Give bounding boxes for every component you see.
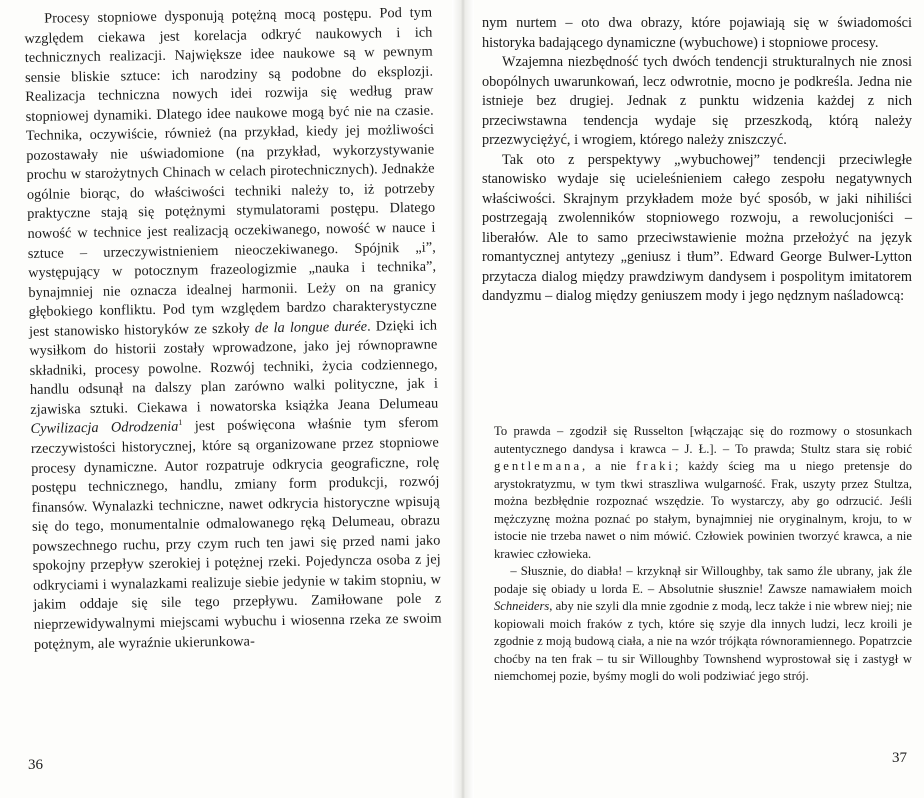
- left-paragraph: Procesy stopniowe dysponują potężną mocą postępu. Pod tym względem ciekawa jest korelacja odkryć naukowych i ich technicznych realizacji. Największe idee naukowe są w pewnym sensie bliskie sztuce: ich narodziny są podobne do eksplozji. Realizacja techniczna nowych idei rozwija się według praw stopniowej dynamiki. Dlatego idee naukowe mogą być nie na czasie. Technika, oczywiście, również (na przykład, kiedy jej możliwości pozostawały nie uświadomione (na przykład, wykorzystywanie prochu w starożytnych Chinach w celach pirotechnicznych). Jednakże ogólnie biorąc, do właściwości techniki należy to, iż potrzeby praktyczne stają się potężnymi stymulatorami postępu. Dlatego nowość w technice jest realizacją oczekiwanego, nowość w nauce i sztuce – urzeczywistnieniem nieoczekiwanego. Spójnik „i”, występujący w potocznym frazeologizmie „nauka i technika”, bynajmniej nie oznacza idealnej harmonii. Leży on na granicy głębokiego konfliktu. Pod tym względem bardzo charakterystyczne jest stanowisko historyków ze szkoły de la longue durée. Dzięki ich wysiłkom do historii zostały wprowadzone, jako jej równoprawne składniki, procesy powolne. Rozwój techniki, życia codziennego, handlu odsunął na dalszy plan zarówno walki polityczne, jak i zjawiska sztuki. Ciekawa i nowatorska książka Jeana Delumeau Cywilizacja Odrodzenia$^1$ jest poświęcona właśnie tym sferom rzeczywistości historycznej, które są organizowane przez stopniowe procesy dynamiczne. Autor rozpatruje odkrycia geograficzne, rolę postępu technicznego, handlu, zmiany form produkcji, rozwój finansów. Wynalazki techniczne, nawet odkrycia historyczne wpisują się do tego, monumentalnie odmalowanego ręką Delumeau, obrazu powszechnego ruchu, przy czym ruch ten jawi się przed nami jako spokojny przepływ szerokiej i potężnej rzeki. Pojedyncza osoba z jej odkryciami i wynalazkami realizuje siebie jedynie w takim stopniu, w jakim oddaje się sile tego przepływu. Zamiłowane pole z nieprzewidywalnymi miejscami wybuchu i wiosenna rzeka ze swoim potężnym, ale wyraźnie ukierunkowa-: [24, 4, 442, 653]
- spaced-word: gentlemana: [494, 459, 583, 473]
- right-paragraph-continued: nym nurtem – oto dwa obrazy, które pojawiają się w świadomości historyka badającego dynamiczne (wybuchowe) i stopniowe procesy.: [482, 15, 912, 51]
- quote-paragraph: To prawda – zgodził się Russelton [włączając się do rozmowy o stosunkach autentycznego dandysa i krawca – J. Ł.]. – To prawda; Stultz stara się robić gentlemana, a nie fraki; każdy ścieg ma u niego pretensje do arystokratyzmu, w tym tkwi straszliwa wulgarność. Frak, uszyty przez Stultza, można bezbłędnie rozpoznać wszędzie. To wystarczy, aby go odrzucić. Jeśli mężczyznę można poznać po stałym, bynajmniej nie oryginalnym, kroju, to w istocie nie trzeba nawet o nim mówić. Człowiek powinien tworzyć krawca, a nie krawiec człowieka.: [494, 424, 912, 561]
- page-number-right: 37: [892, 750, 907, 766]
- book-gutter: [452, 0, 474, 798]
- right-page-text: [482, 14, 912, 307]
- block-quote: [494, 423, 912, 686]
- right-paragraph: Wzajemna niezbędność tych dwóch tendencji strukturalnych nie znosi obopólnych uwarunkowań, lecz odwrotnie, mocno je podkreśla. Jedna nie istnieje bez drugiej. Jednak z punktu widzenia każdej z nich przeciwstawna tendencja wydaje się przeszkodą, którą należy przezwyciężyć, i wrogiem, którego należy zniszczyć.: [482, 54, 912, 148]
- left-page-text: [24, 4, 442, 655]
- right-page: [474, 0, 924, 798]
- italic-term: de la longue durée: [254, 318, 368, 337]
- page-number-left: 36: [28, 757, 43, 773]
- left-page: [0, 0, 452, 798]
- spaced-word: fraki: [636, 459, 675, 473]
- book-title: Cywilizacja Odrodzenia: [30, 419, 179, 438]
- right-paragraph: Tak oto z perspektywy „wybuchowej” tendencji przeciwległe stanowisko wydaje się ucieleśnieniem całego zespołu negatywnych właściwości. Skrajnym przykładem może być sposób, w jaki nihiliści postrzegają zwolenników stopniowego rozwoju, a rewolucjoniści – liberałów. Ale to samo przeciwstawienie można przełożyć na język romantycznej antytezy „geniusz i tłum”. Edward George Bulwer-Lytton przytacza dialog między prawdziwym dandysem i pospolitym imitatorem dandyzmu – dialog między geniuszem mody i jego nędznym naśladowcą:: [482, 151, 912, 304]
- italic-word: Schneiders: [494, 599, 550, 613]
- footnote-marker: 1: [178, 418, 183, 428]
- quote-paragraph: – Słusznie, do diabła! – krzyknął sir Willoughby, tak samo źle ubrany, jak źle podaje się obiady u lorda E. – Absolutnie słusznie! Zawsze namawiałem moich Schneiders, aby nie szyli dla mnie zgodnie z modą, lecz także i nie wbrew niej; nie kopiowali moich fraków z tych, które się szyje dla innych ludzi, lecz kroili je zgodnie z moją budową ciała, a nie na wzór trójkąta równoramiennego. Popatrzcie choćby na ten frak – tu sir Willoughby Townshend wyprostował się i zastygł w niemchomej pozie, byśmy mogli do woli podziwiać jego strój.: [494, 564, 912, 683]
